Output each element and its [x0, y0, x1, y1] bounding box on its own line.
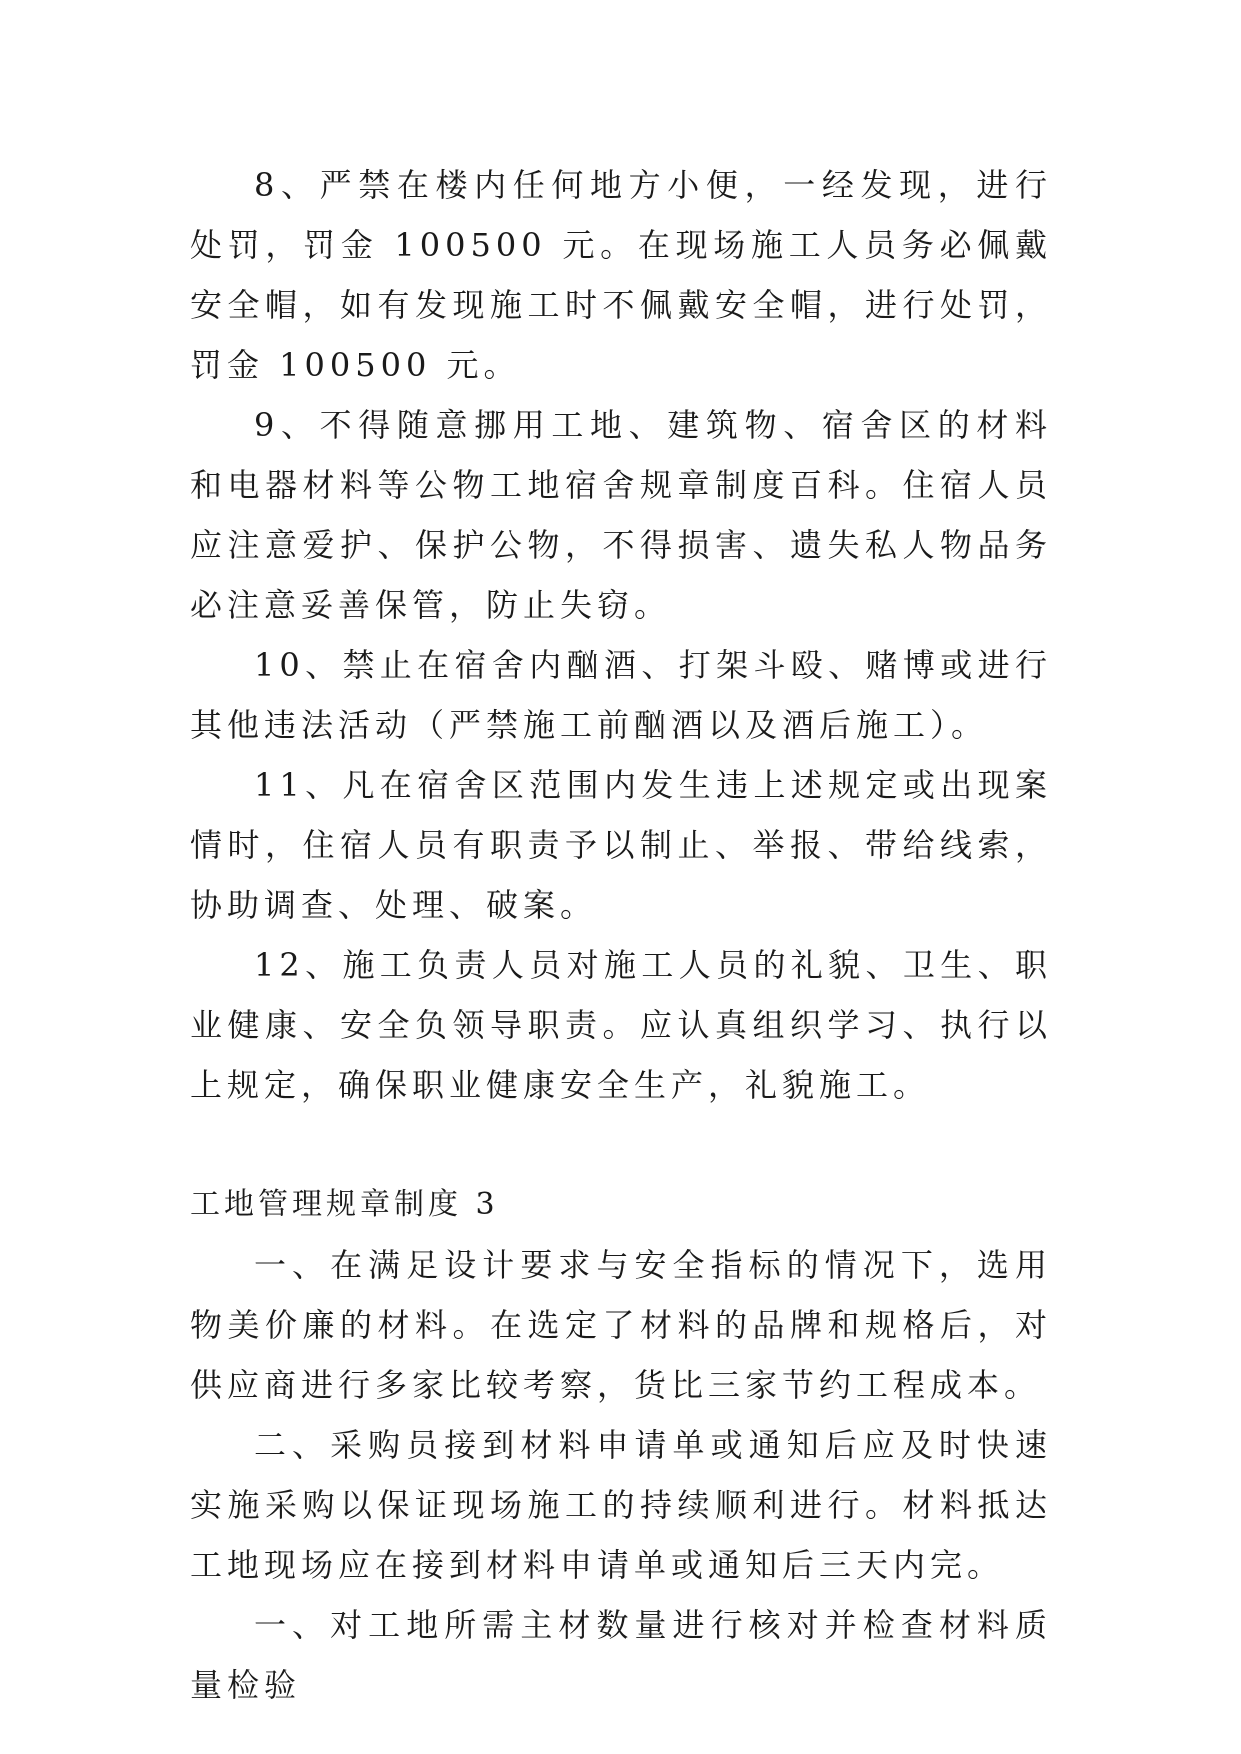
- paragraph-rule-12: 12、施工负责人员对施工人员的礼貌、卫生、职业健康、安全负领导职责。应认真组织学习、执行以上规定，确保职业健康安全生产，礼貌施工。: [190, 946, 1052, 1104]
- paragraph-rule-10: 10、禁止在宿舍内酗酒、打架斗殴、赌博或进行其他违法活动（严禁施工前酗酒以及酒后施工）。: [190, 646, 1052, 744]
- paragraph-rule-9: 9、不得随意挪用工地、建筑物、宿舍区的材料和电器材料等公物工地宿舍规章制度百科。住宿人员应注意爱护、保护公物，不得损害、遗失私人物品务必注意妥善保管，防止失窃。: [190, 406, 1052, 624]
- section-paragraph-3: 一、对工地所需主材数量进行核对并检查材料质量检验: [190, 1606, 1052, 1704]
- paragraph-rule-8: 8、严禁在楼内任何地方小便，一经发现，进行处罚，罚金 100500 元。在现场施工人员务必佩戴安全帽，如有发现施工时不佩戴安全帽，进行处罚，罚金 100500 元。: [190, 166, 1052, 384]
- document-page: [190, 155, 1052, 1715]
- section-paragraph-1: 一、在满足设计要求与安全指标的情况下，选用物美价廉的材料。在选定了材料的品牌和规格后，对供应商进行多家比较考察，货比三家节约工程成本。: [190, 1246, 1052, 1404]
- section-paragraph-2: 二、采购员接到材料申请单或通知后应及时快速实施采购以保证现场施工的持续顺利进行。材料抵达工地现场应在接到材料申请单或通知后三天内完。: [190, 1426, 1052, 1584]
- paragraph-rule-11: 11、凡在宿舍区范围内发生违上述规定或出现案情时，住宿人员有职责予以制止、举报、带给线索，协助调查、处理、破案。: [190, 766, 1052, 924]
- section-title: 工地管理规章制度 3: [190, 1187, 499, 1222]
